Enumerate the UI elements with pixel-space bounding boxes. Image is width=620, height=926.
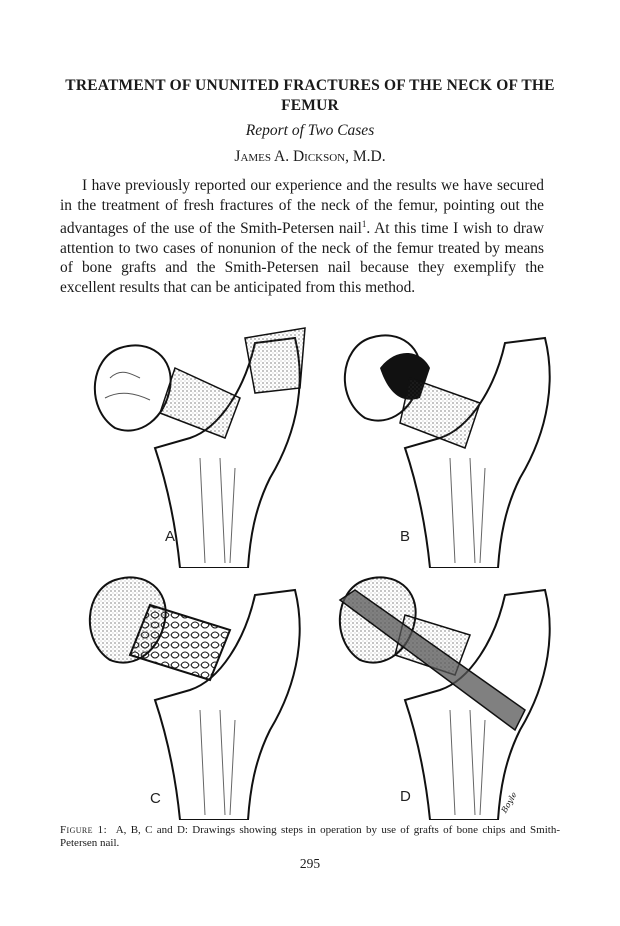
footnote-ref: 1 [361,219,367,229]
femur-drawing-a [70,318,310,568]
figure-caption [60,824,560,850]
figure-panel-b [320,318,560,568]
panel-label-c: C [150,790,161,807]
intro-paragraph [60,176,544,297]
panel-label-d: D [400,788,411,805]
caption-label: Figure 1: [60,824,108,836]
femur-drawing-b [320,318,560,568]
artist-signature: Boyle [499,790,519,815]
femur-drawing-d [320,570,560,820]
caption-text: A, B, C and D: Drawings showing steps in operation by use of grafts of bone chips and Smith-Petersen nail. [60,824,561,849]
panel-label-a: A [165,528,176,545]
page-number: 295 [299,856,321,871]
figure-1 [60,318,560,823]
femur-drawing-c [70,570,310,820]
panel-label-b: B [400,528,411,545]
figure-panel-a [70,318,310,568]
figure-panel-d [320,570,560,820]
article-author: James A. Dickson, M.D. [234,148,386,165]
article-subtitle: Report of Two Cases [245,122,375,139]
figure-panel-c [70,570,310,820]
intro-text-2: . At this time I wish to draw attention to two cases of nonunion of the neck of the femur treated by means of bone grafts and the Smith-Petersen nail because they exemplify the excellent results that can be anticipated from this method. [60,220,545,296]
article-title: TREATMENT OF UNUNITED FRACTURES OF THE NECK OF THE FEMUR [65,77,555,114]
intro-text-1: I have previously reported our experience and the results we have secured in the treatment of fresh fractures of the neck of the femur, pointing out the advantages of the use of the Smith-Petersen nail [60,177,544,238]
